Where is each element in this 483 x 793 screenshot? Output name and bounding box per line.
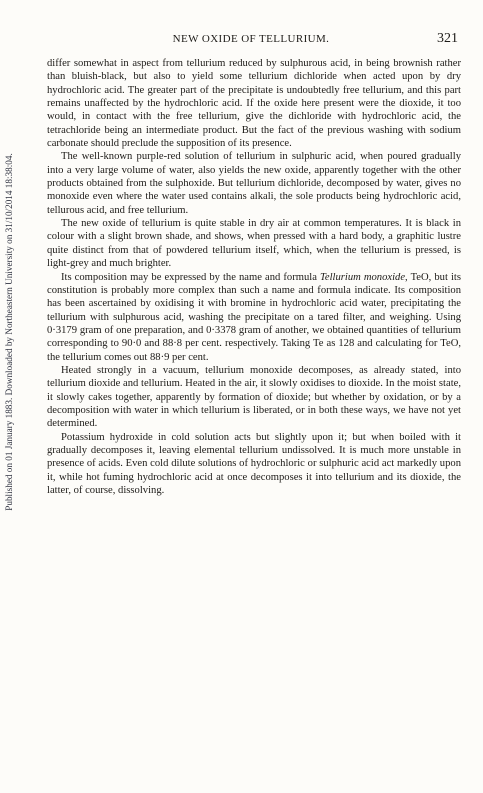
- paragraph-6: Potassium hydroxide in cold solution acts but slightly upon it; but when boiled with it gradually decomposes it, leaving elemental tellurium undissolved. It is much more unstable in presence of acids. Even cold dilute solutions of hydrochloric or sulphuric acid act markedly upon it, while hot fuming hydrochloric acid at once decomposes it into tellurium and its dioxide, the latter, of course, dissolving.: [47, 431, 461, 496]
- paragraph-4: [47, 271, 461, 364]
- paragraph-3: The new oxide of tellurium is quite stable in dry air at common temperatures. It is black in colour with a slight brown shade, and shows, when pressed with a hard body, a graphitic lustre quite distinct from that of powdered tellurium itself, which, when the tellurium is pressed, is light-grey and much brighter.: [47, 218, 461, 270]
- paragraph-4-italic-term: Tellurium monoxide: [319, 271, 406, 283]
- paragraph-4-rest: , TeO, but its constitution is probably more complex than such a name and formula indicate. Its composition has been ascertained by oxidising it with bromine in hydrochloric acid water, precipitating the tellurium with sulphurous acid, washing the precipitate on a tared filter, and weighing. Using 0·3179 gram of one preparation, and 0·3378 gram of another, we obtained quantities of tellurium corresponding to 90·0 and 88·8 per cent. respectively. Taking Te as 128 and calculating for TeO, the tellurium comes out 88·9 per cent.: [47, 271, 461, 363]
- paragraph-1: differ somewhat in aspect from tellurium reduced by sulphurous acid, in being brownish rather than bluish-black, but also to yield some tellurium dichloride when acted upon by dry hydrochloric acid. The greater part of the precipitate is undoubtedly free tellurium, and this part remains unaffected by the hydrochloric acid. If the oxide here present were the dioxide, it too would, in contact with the free tellurium, give the dichloride with hydrochloric acid, the tetrachloride being an intermediate product. But the fact of the previous washing with sodium carbonate should preclude the supposition of its presence.: [47, 58, 461, 150]
- running-title: NEW OXIDE OF TELLURIUM.: [172, 33, 330, 45]
- page-header: [44, 33, 458, 49]
- body-text: [47, 57, 461, 497]
- page-number: 321: [437, 31, 458, 46]
- side-stamp-text: Published on 01 January 1883. Downloaded by Northeastern University on 31/10/2014 18:38:04.: [4, 153, 14, 511]
- paragraph-2: The well-known purple-red solution of tellurium in sulphuric acid, when poured gradually into a very large volume of water, also yields the new oxide, apparently together with the other products obtained from the sulphoxide. But tellurium dichloride, decomposed by water, gives no monoxide even where the water used contains alkali, the sole products being hydrochloric acid, tellurous acid, and free tellurium.: [47, 151, 461, 216]
- side-download-stamp: [3, 62, 15, 602]
- paragraph-4-lead: Its composition may be expressed by the name and formula: [61, 271, 320, 283]
- paragraph-5: Heated strongly in a vacuum, tellurium monoxide decomposes, as already stated, into tellurium dioxide and tellurium. Heated in the air, it slowly oxidises to dioxide. In the moist state, it slowly cakes together, apparently by formation of dioxide; but whether by oxidation, or by a decomposition with water in which tellurium is liberated, or in both these ways, we have not yet determined.: [47, 364, 461, 430]
